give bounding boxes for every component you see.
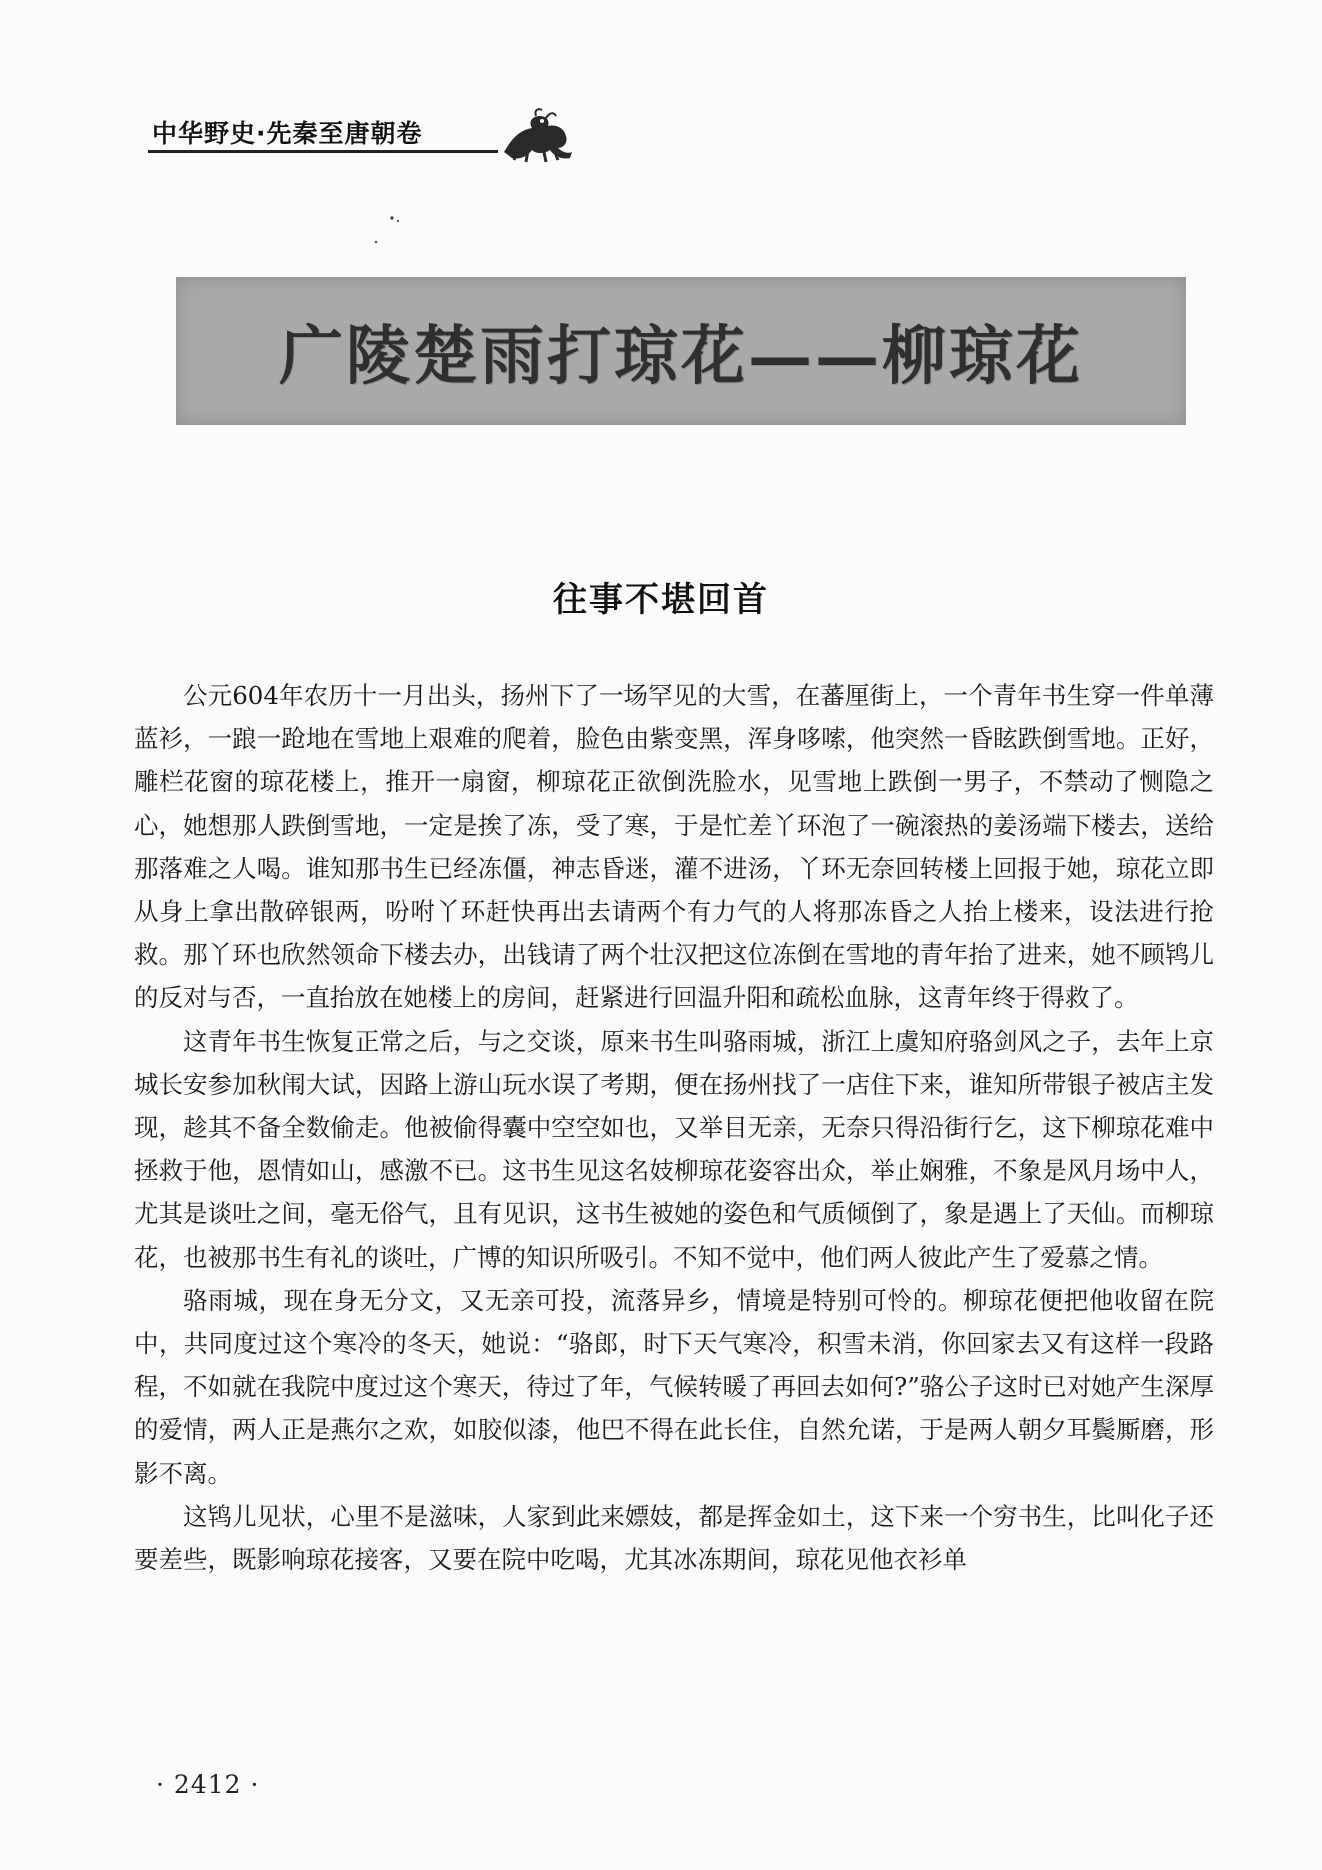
paragraph-2: 这青年书生恢复正常之后，与之交谈，原来书生叫骆雨城，浙江上虞知府骆剑风之子，去年上京城长安参加秋闱大试，因路上游山玩水误了考期，便在扬州找了一店住下来，谁知所带银子被店主发现，趁其不备全数偷走。他被偷得囊中空空如也，又举目无亲，无奈只得沿街行乞，这下柳琼花难中拯救于他，恩情如山，感激不已。这书生见这名妓柳琼花姿容出众，举止娴雅，不象是风月场中人，尤其是谈吐之间，毫无俗气，且有见识，这书生被她的姿色和气质倾倒了，象是遇上了天仙。而柳琼花，也被那书生有礼的谈吐，广博的知识所吸引。不知不觉中，他们两人彼此产生了爱慕之情。 bbox=[134, 1026, 1214, 1272]
paragraph-3: 骆雨城，现在身无分文，又无亲可投，流落异乡，情境是特别可怜的。柳琼花便把他收留在院中，共同度过这个寒冷的冬天，她说：“骆郎，时下天气寒冷，积雪未消，你回家去又有这样一段路程，不如就在我院中度过这个寒天，待过了年，气候转暖了再回去如何?”骆公子这时已对她产生深厚的爱情，两人正是燕尔之欢，如胶似漆，他巴不得在此长住，自然允诺，于是两人朝夕耳鬓厮磨，形影不离。 bbox=[134, 1285, 1214, 1488]
running-head-rule bbox=[148, 150, 498, 153]
dragon-icon bbox=[498, 108, 578, 164]
scan-specks bbox=[370, 212, 410, 252]
chapter-title: 广陵楚雨打琼花——柳琼花 bbox=[279, 319, 1083, 394]
paragraph-1: 公元604年农历十一月出头，扬州下了一场罕见的大雪，在蕃厘街上，一个青年书生穿一件单薄蓝衫，一踉一跄地在雪地上艰难的爬着，脸色由紫变黑，浑身哆嗦，他突然一昏眩跌倒雪地。正好，雕栏花窗的琼花楼上，推开一扇窗，柳琼花正欲倒洗脸水，见雪地上跌倒一男子，不禁动了恻隐之心，她想那人跌倒雪地，一定是挨了冻，受了寒，于是忙差丫环泡了一碗滚热的姜汤端下楼去，送给那落难之人喝。谁知那书生已经冻僵，神志昏迷，灌不进汤，丫环无奈回转楼上回报于她，琼花立即从身上拿出散碎银两，吩咐丫环赶快再出去请两个有力气的人将那冻昏之人抬上楼来，设法进行抢救。那丫环也欣然领命下楼去办，出钱请了两个壮汉把这位冻倒在雪地的青年抬了进来，她不顾鸨儿的反对与否，一直抬放在她楼上的房间，赶紧进行回温升阳和疏松血脉，这青年终于得救了。 bbox=[134, 681, 1214, 1013]
running-head bbox=[148, 108, 578, 164]
section-heading: 往事不堪回首 bbox=[553, 580, 769, 620]
body-text bbox=[134, 674, 1214, 1581]
running-title: 中华野史·先秦至唐朝卷 bbox=[152, 119, 423, 148]
chapter-banner bbox=[176, 277, 1186, 425]
page-number: · 2412 · bbox=[156, 1770, 260, 1799]
paragraph-4: 这鸨儿见状，心里不是滋味，人家到此来嫖妓，都是挥金如土，这下来一个穷书生，比叫化子还要差些，既影响琼花接客，又要在院中吃喝，尤其冰冻期间，琼花见他衣衫单 bbox=[134, 1501, 1214, 1575]
